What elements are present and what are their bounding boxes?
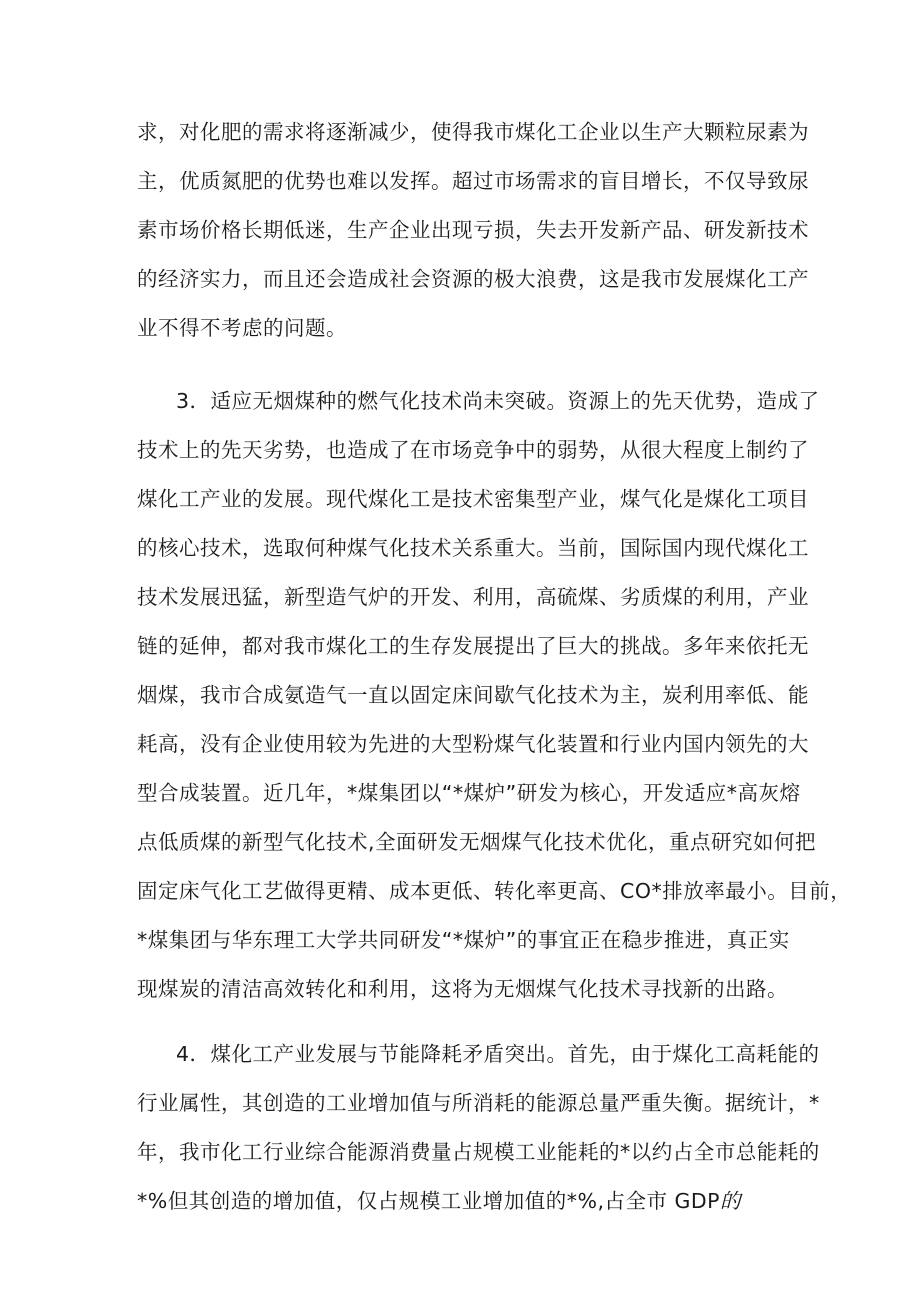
paragraph-2-line-11: 固定床气化工艺做得更精、成本更低、转化率更高、CO*排放率最小。目前， [137,879,852,903]
paragraph-3-line-1: 4．煤化工产业发展与节能降耗矛盾突出。首先，由于煤化工高耗能的 [176,1042,820,1066]
paragraph-1-line-1: 求，对化肥的需求将逐渐减少，使得我市煤化工企业以生产大颗粒尿素为 [137,120,809,144]
paragraph-2-line-12: *煤集团与华东理工大学共同研发“*煤炉”的事宜正在稳步推进，真正实 [137,928,790,952]
paragraph-1-line-3: 素市场价格长期低迷，生产企业出现亏损，失去开发新产品、研发新技术 [137,218,809,242]
paragraph-1-line-5: 业不得不考虑的问题。 [137,316,347,340]
paragraph-2-line-2: 技术上的先天劣势，也造成了在市场竞争中的弱势，从很大程度上制约了 [137,438,809,462]
paragraph-1-line-4: 的经济实力，而且还会造成社会资源的极大浪费，这是我市发展煤化工产 [137,267,809,291]
paragraph-2-line-6: 链的延伸，都对我市煤化工的生存发展提出了巨大的挑战。多年来依托无 [137,634,809,658]
paragraph-3-line-4 [137,1187,741,1215]
paragraph-2-line-5: 技术发展迅猛，新型造气炉的开发、利用，高硫煤、劣质煤的利用，产业 [137,585,809,609]
paragraph-2-line-1: 3．适应无烟煤种的燃气化技术尚未突破。资源上的先天优势，造成了 [176,389,820,413]
paragraph-2-line-8: 耗高，没有企业使用较为先进的大型粉煤气化装置和行业内国内领先的大 [137,732,809,756]
paragraph-3-tail-glyph: 的 [720,1189,742,1213]
paragraph-2-line-13: 现煤炭的清洁高效转化和利用，这将为无烟煤气化技术寻找新的出路。 [137,977,788,1001]
paragraph-2-line-9: 型合成装置。近几年，*煤集团以“*煤炉”研发为核心，开发适应*高灰熔 [137,781,801,805]
paragraph-2-line-4: 的核心技术，选取何种煤气化技术关系重大。当前，国际国内现代煤化工 [137,536,809,560]
paragraph-2-line-10: 点低质煤的新型气化技术,全面研发无烟煤气化技术优化，重点研究如何把 [137,830,817,854]
paragraph-2-line-3: 煤化工产业的发展。现代煤化工是技术密集型产业，煤气化是煤化工项目 [137,487,809,511]
paragraph-1-line-2: 主，优质氮肥的优势也难以发挥。超过市场需求的盲目增长，不仅导致尿 [137,169,809,193]
paragraph-3-line-4-text: *%但其创造的增加值，仅占规模工业增加值的*%,占全市 GDP [137,1189,721,1213]
paragraph-3-line-3: 年，我市化工行业综合能源消费量占规模工业能耗的*以约占全市总能耗的 [137,1140,820,1164]
paragraph-2-line-7: 烟煤，我市合成氨造气一直以固定床间歇气化技术为主，炭利用率低、能 [137,683,809,707]
paragraph-3-line-2: 行业属性，其创造的工业增加值与所消耗的能源总量严重失衡。据统计，* [137,1091,820,1115]
